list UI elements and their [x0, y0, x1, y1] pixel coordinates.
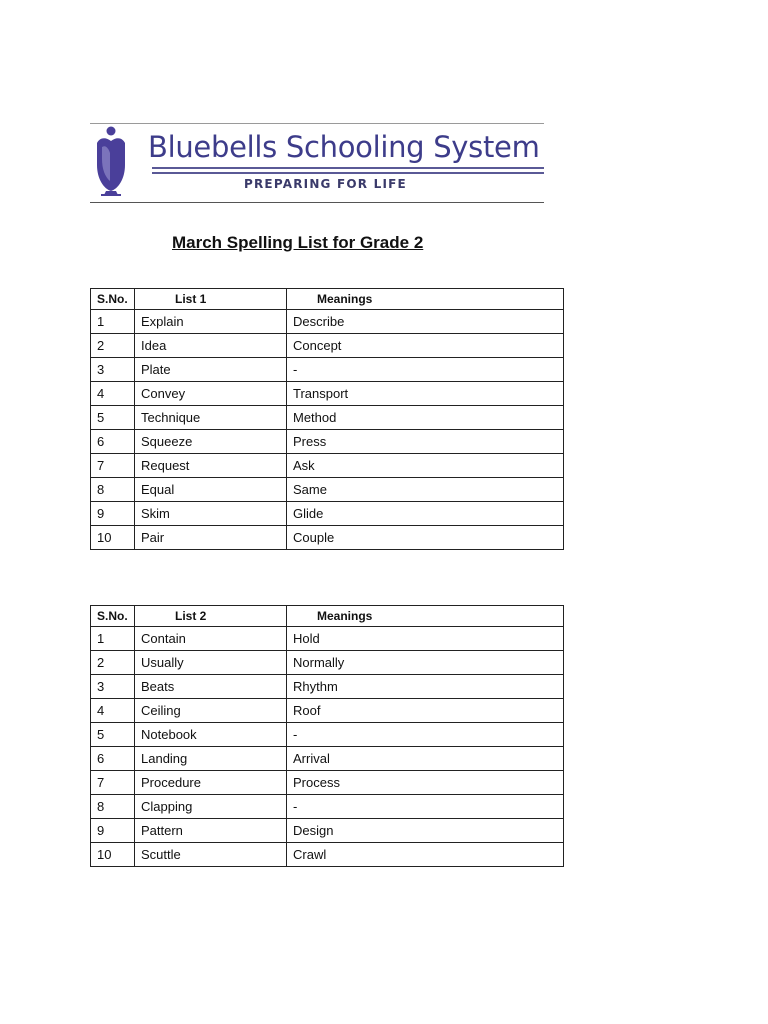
table-row — [91, 627, 564, 651]
table-row — [91, 843, 564, 867]
header-rule-top — [152, 167, 544, 169]
serial-number-header: S.No. — [91, 289, 135, 310]
serial-number-cell: 10 — [91, 843, 135, 867]
serial-number-cell: 1 — [91, 310, 135, 334]
table-row — [91, 771, 564, 795]
meaning-cell: Describe — [287, 310, 564, 334]
meaning-cell: Hold — [287, 627, 564, 651]
page-title: March Spelling List for Grade 2 — [172, 233, 424, 252]
table-row — [91, 819, 564, 843]
serial-number-cell: 4 — [91, 382, 135, 406]
school-header — [90, 123, 544, 203]
serial-number-cell: 5 — [91, 406, 135, 430]
word-cell: Beats — [135, 675, 287, 699]
serial-number-cell: 6 — [91, 430, 135, 454]
meaning-cell: Glide — [287, 502, 564, 526]
word-cell: Request — [135, 454, 287, 478]
spelling-table-list-2 — [90, 605, 564, 867]
table-row — [91, 723, 564, 747]
meanings-header: Meanings — [287, 289, 564, 310]
meaning-cell: Same — [287, 478, 564, 502]
meaning-cell: Method — [287, 406, 564, 430]
serial-number-cell: 6 — [91, 747, 135, 771]
serial-number-cell: 10 — [91, 526, 135, 550]
serial-number-cell: 3 — [91, 675, 135, 699]
serial-number-cell: 2 — [91, 334, 135, 358]
meaning-cell: Arrival — [287, 747, 564, 771]
table-row — [91, 406, 564, 430]
serial-number-cell: 2 — [91, 651, 135, 675]
table-row — [91, 454, 564, 478]
school-name: Bluebells Schooling System — [148, 130, 540, 164]
table-row — [91, 651, 564, 675]
word-cell: Notebook — [135, 723, 287, 747]
word-cell: Pair — [135, 526, 287, 550]
table-row — [91, 795, 564, 819]
table-row — [91, 526, 564, 550]
table-row — [91, 675, 564, 699]
word-cell: Equal — [135, 478, 287, 502]
table-row — [91, 430, 564, 454]
meaning-cell: Normally — [287, 651, 564, 675]
header-rule-bottom — [152, 172, 544, 174]
serial-number-header: S.No. — [91, 606, 135, 627]
serial-number-cell: 7 — [91, 454, 135, 478]
meaning-cell: Process — [287, 771, 564, 795]
word-cell: Scuttle — [135, 843, 287, 867]
meaning-cell: Concept — [287, 334, 564, 358]
word-cell: Skim — [135, 502, 287, 526]
word-cell: Plate — [135, 358, 287, 382]
table-header-row — [91, 606, 564, 627]
meaning-cell: - — [287, 795, 564, 819]
meaning-cell: Design — [287, 819, 564, 843]
table-row — [91, 747, 564, 771]
word-cell: Landing — [135, 747, 287, 771]
meaning-cell: Press — [287, 430, 564, 454]
word-cell: Squeeze — [135, 430, 287, 454]
serial-number-cell: 9 — [91, 819, 135, 843]
word-cell: Technique — [135, 406, 287, 430]
word-cell: Usually — [135, 651, 287, 675]
table-row — [91, 358, 564, 382]
meaning-cell: - — [287, 723, 564, 747]
word-cell: Contain — [135, 627, 287, 651]
table-row — [91, 382, 564, 406]
table-row — [91, 478, 564, 502]
meaning-cell: - — [287, 358, 564, 382]
meaning-cell: Couple — [287, 526, 564, 550]
word-list-header: List 1 — [135, 289, 287, 310]
spelling-table-list-1 — [90, 288, 564, 550]
word-cell: Explain — [135, 310, 287, 334]
word-cell: Pattern — [135, 819, 287, 843]
serial-number-cell: 8 — [91, 478, 135, 502]
word-cell: Convey — [135, 382, 287, 406]
meaning-cell: Roof — [287, 699, 564, 723]
word-cell: Ceiling — [135, 699, 287, 723]
meaning-cell: Transport — [287, 382, 564, 406]
serial-number-cell: 3 — [91, 358, 135, 382]
serial-number-cell: 1 — [91, 627, 135, 651]
table-row — [91, 699, 564, 723]
meaning-cell: Crawl — [287, 843, 564, 867]
bluebell-logo-icon — [92, 125, 128, 197]
meaning-cell: Rhythm — [287, 675, 564, 699]
word-list-header: List 2 — [135, 606, 287, 627]
serial-number-cell: 4 — [91, 699, 135, 723]
meanings-header: Meanings — [287, 606, 564, 627]
word-cell: Clapping — [135, 795, 287, 819]
serial-number-cell: 5 — [91, 723, 135, 747]
school-tagline: PREPARING FOR LIFE — [244, 177, 407, 191]
serial-number-cell: 7 — [91, 771, 135, 795]
word-cell: Procedure — [135, 771, 287, 795]
table-header-row — [91, 289, 564, 310]
table-row — [91, 310, 564, 334]
meaning-cell: Ask — [287, 454, 564, 478]
table-row — [91, 502, 564, 526]
serial-number-cell: 8 — [91, 795, 135, 819]
table-row — [91, 334, 564, 358]
word-cell: Idea — [135, 334, 287, 358]
serial-number-cell: 9 — [91, 502, 135, 526]
